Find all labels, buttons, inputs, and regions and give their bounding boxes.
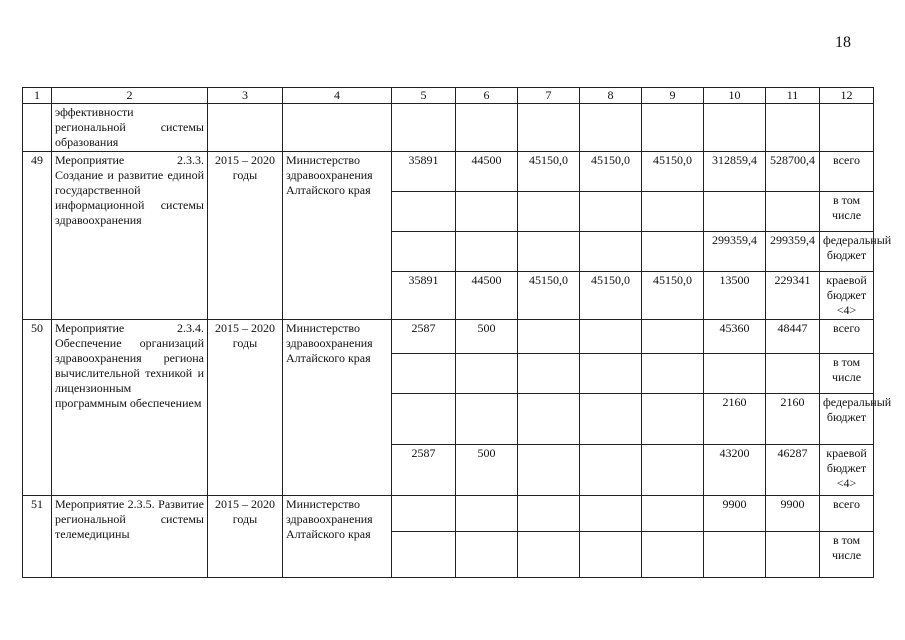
value-cell-col8 [580,320,642,354]
header-cell-4: 4 [283,88,392,104]
page-number: 18 [835,34,851,51]
budget-source: всего [820,152,874,192]
value-cell-col10: 299359,4 [704,232,766,272]
value-cell-col11: 48447 [766,320,820,354]
value-cell-col9 [642,532,704,578]
value-cell-col5 [392,354,456,394]
value-cell-col7: 45150,0 [518,152,580,192]
header-cell-3: 3 [208,88,283,104]
value-cell-col11: 9900 [766,496,820,532]
value-cell-col5: 2587 [392,445,456,496]
header-cell-10: 10 [704,88,766,104]
executor: Министерство здравоохранения Алтайского края [283,496,392,578]
implementation-period: 2015 – 2020 годы [208,152,283,320]
value-cell-col10: 43200 [704,445,766,496]
value-cell-col7 [518,496,580,532]
value-cell-col9 [642,354,704,394]
value-cell-col10: 13500 [704,272,766,320]
value-cell-col9 [642,320,704,354]
value-cell-col6 [456,496,518,532]
value-cell-col6: 44500 [456,152,518,192]
value-cell-col7 [518,320,580,354]
executor: Министерство здравоохранения Алтайского края [283,152,392,320]
row-number: 51 [23,496,52,578]
value-cell-col11 [766,192,820,232]
row-number: 49 [23,152,52,320]
value-cell-col7 [518,394,580,445]
value-cell-col5 [392,394,456,445]
measure-name: Мероприятие 2.3.4. Обеспечение организаций здравоохранения региона вычислительной техникой и лицензионным программным обеспечением [52,320,208,496]
value-cell-col9 [642,232,704,272]
measure-name: Мероприятие 2.3.3. Создание и развитие единой государственной информационной системы здравоохранения [52,152,208,320]
value-cell-col8 [580,354,642,394]
budget-source: федеральный бюджет [820,232,874,272]
value-cell-col7 [518,445,580,496]
budget-source: в том числе [820,532,874,578]
value-cell-col11 [766,532,820,578]
value-cell-col10 [704,192,766,232]
value-cell-col8 [580,445,642,496]
value-cell-col11 [766,354,820,394]
budget-source: в том числе [820,354,874,394]
value-cell-col11: 299359,4 [766,232,820,272]
value-cell-col6 [456,394,518,445]
header-cell-6: 6 [456,88,518,104]
value-cell-col5 [392,532,456,578]
value-cell-col6: 500 [456,320,518,354]
continuation-row [23,104,874,152]
value-cell-col11: 528700,4 [766,152,820,192]
value-cell-col8: 45150,0 [580,152,642,192]
value-cell-col8 [580,532,642,578]
budget-source: в том числе [820,192,874,232]
value-cell-col10 [704,532,766,578]
continuation-text: эффективности региональной системы образования [52,104,208,152]
value-cell-col8 [580,394,642,445]
header-cell-1: 1 [23,88,52,104]
value-cell-col5 [392,496,456,532]
table-row [23,496,874,532]
measure-name: Мероприятие 2.3.5. Развитие региональной системы телемедицины [52,496,208,578]
value-cell-col7 [518,532,580,578]
value-cell-col8 [580,192,642,232]
value-cell-col7 [518,192,580,232]
value-cell-col8 [580,496,642,532]
value-cell-col10: 2160 [704,394,766,445]
value-cell-col6: 44500 [456,272,518,320]
value-cell-col6 [456,532,518,578]
value-cell-col11: 46287 [766,445,820,496]
value-cell-col5 [392,232,456,272]
table-row [23,320,874,354]
header-cell-9: 9 [642,88,704,104]
value-cell-col6 [456,192,518,232]
header-cell-7: 7 [518,88,580,104]
value-cell-col9: 45150,0 [642,152,704,192]
value-cell-col9: 45150,0 [642,272,704,320]
header-cell-5: 5 [392,88,456,104]
value-cell-col6: 500 [456,445,518,496]
value-cell-col9 [642,192,704,232]
value-cell-col9 [642,445,704,496]
header-cell-11: 11 [766,88,820,104]
budget-source: краевой бюджет <4> [820,445,874,496]
executor: Министерство здравоохранения Алтайского края [283,320,392,496]
header-cell-12: 12 [820,88,874,104]
value-cell-col10 [704,354,766,394]
value-cell-col11: 2160 [766,394,820,445]
budget-source: федеральный бюджет [820,394,874,445]
value-cell-col7: 45150,0 [518,272,580,320]
header-row [23,88,874,104]
program-table [22,87,892,578]
value-cell-col6 [456,354,518,394]
value-cell-col7 [518,354,580,394]
value-cell-col8: 45150,0 [580,272,642,320]
header-cell-2: 2 [52,88,208,104]
value-cell-col9 [642,496,704,532]
value-cell-col5: 35891 [392,152,456,192]
row-number: 50 [23,320,52,496]
value-cell-col9 [642,394,704,445]
value-cell-col10: 312859,4 [704,152,766,192]
budget-source: краевой бюджет <4> [820,272,874,320]
value-cell-col5 [392,192,456,232]
value-cell-col10: 9900 [704,496,766,532]
value-cell-col6 [456,232,518,272]
table-row [23,152,874,192]
value-cell-col10: 45360 [704,320,766,354]
implementation-period: 2015 – 2020 годы [208,320,283,496]
budget-source: всего [820,320,874,354]
value-cell-col7 [518,232,580,272]
value-cell-col5: 35891 [392,272,456,320]
budget-source: всего [820,496,874,532]
value-cell-col11: 229341 [766,272,820,320]
value-cell-col8 [580,232,642,272]
value-cell-col5: 2587 [392,320,456,354]
implementation-period: 2015 – 2020 годы [208,496,283,578]
header-cell-8: 8 [580,88,642,104]
